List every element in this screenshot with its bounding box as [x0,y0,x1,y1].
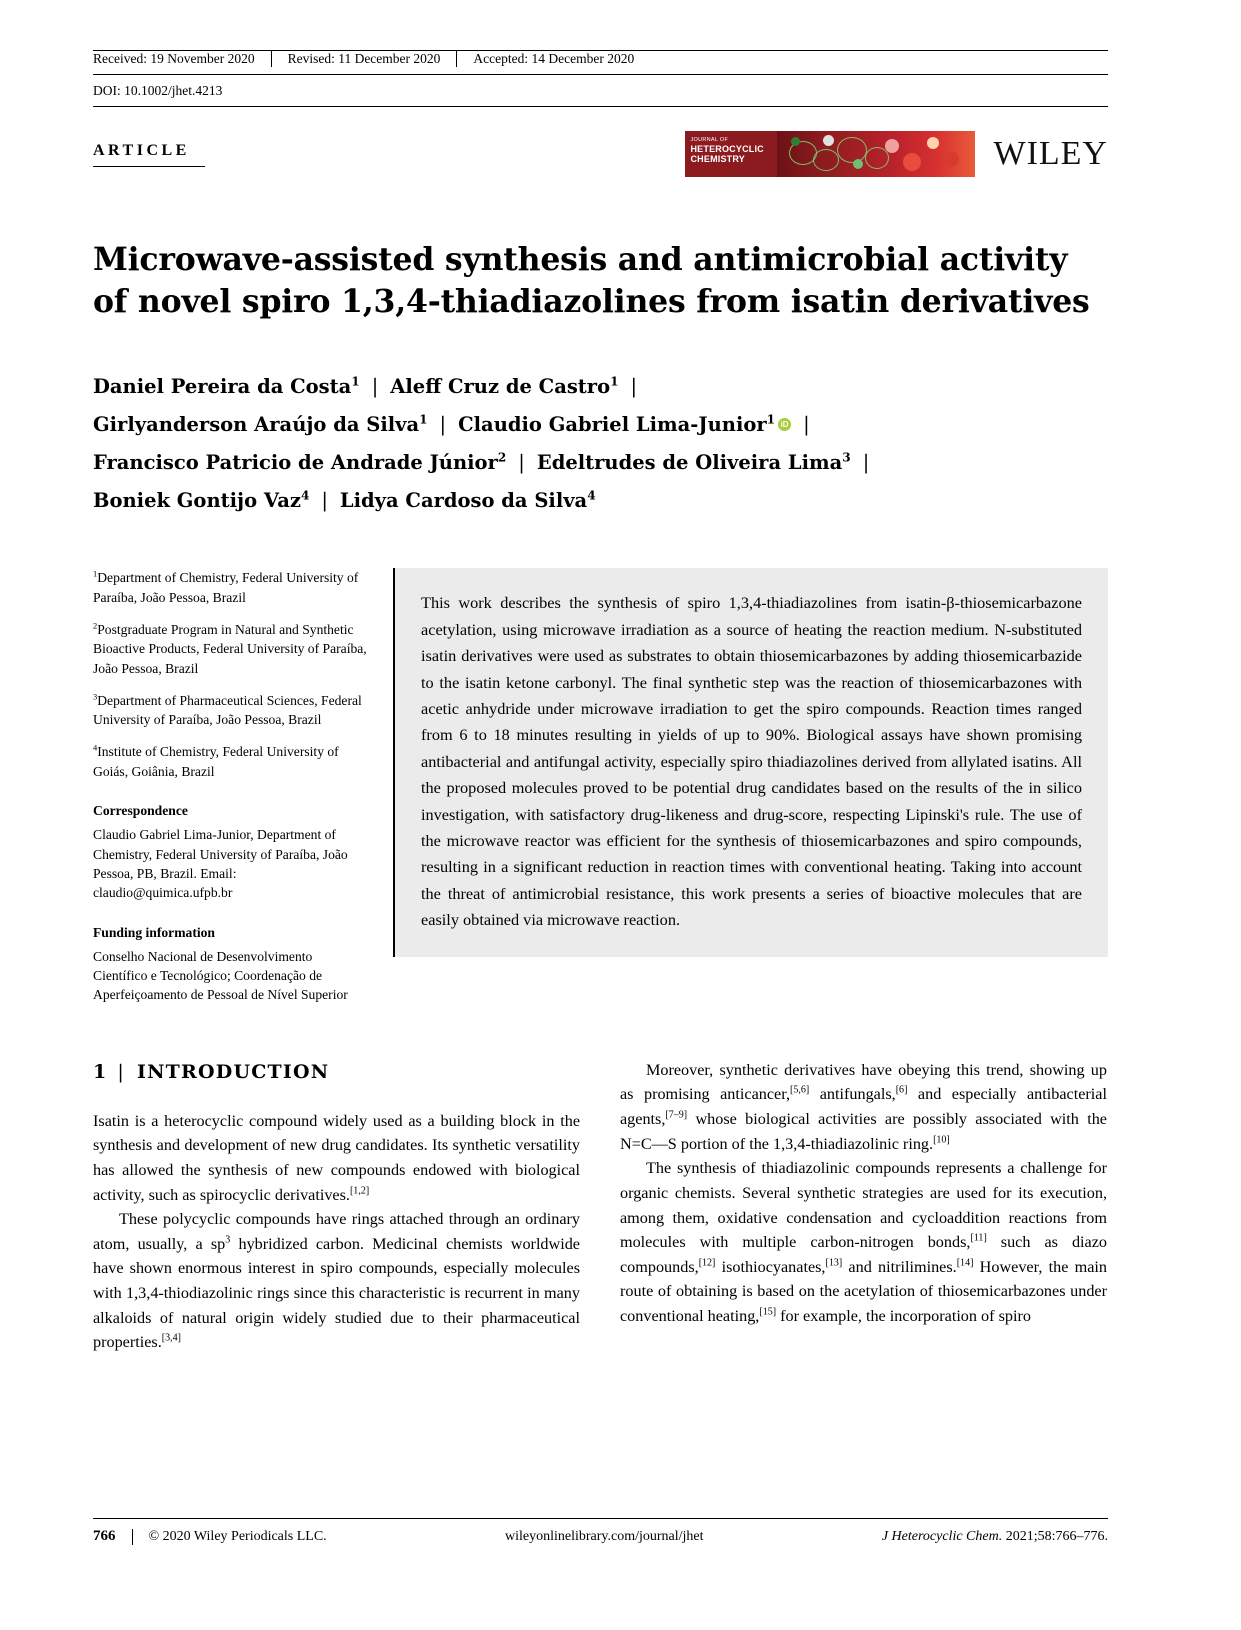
doi-rule [93,106,1108,107]
journal-logo-art [777,131,975,177]
paragraph: Isatin is a heterocyclic compound widely used as a building block in the synthesis and development of new drug candidates. Its synthetic versatility has allowed the synthesis of new compounds endowed with biological activity, such as spirocyclic derivatives.[1,2] [93,1111,580,1204]
paragraph: These polycyclic compounds have rings attached through an ordinary atom, usually, a $sp^3$ hybridized carbon. Medicinal chemists worldwide have shown enormous interest in spiro compounds, especially molecules with 1,3,4-thiodiazolinic rings since this characteristic is recurrent in many alkaloids of natural origin widely studied due to their pharmaceutical properties.[3,4] [93,1210,580,1352]
logo-group [685,131,1108,177]
article-history [93,51,1108,74]
journal-logo-line3: CHEMISTRY [690,153,745,164]
section-heading [93,1058,580,1087]
article-label-underline [93,166,205,167]
copyright: © 2020 Wiley Periodicals LLC. [148,1528,327,1544]
correspondence-heading: Correspondence [93,803,188,819]
affiliations-abstract-row [93,568,1108,1017]
journal-logo-text [685,131,777,177]
accepted-date: Accepted: 14 December 2020 [473,51,635,66]
journal-logo-line1: JOURNAL OF [690,137,729,144]
journal-logo [685,131,975,177]
left-column [93,1058,580,1355]
abstract-text: This work describes the synthesis of spiro 1,3,4-thiadiazolines from isatin-β-thiosemicarbazone acetylation, using microwave irradiation as a source of heating the reaction medium. N-substituted isatin derivatives were used as substrates to obtain thiosemicarbazones by adding thiosemicarbazide to the isatin ketone carbonyl. The final synthetic step was the reaction of thiosemicarbazones with acetic anhydride under microwave irradiation to get the spiro compounds. Reaction times ranged from 6 to 18 minutes resulting in yields of up to 90%. Biological assays have shown promising antibacterial and antifungal activity, especially spiro thiadiazolines derived from allylated isatins. All the proposed molecules proved to be potential drug candidates based on the results of the in silico investigation, with satisfactory drug-likeness and drug-score, respecting Lipinski's rule. The use of the microwave reactor was efficient for the synthesis of thiosemicarbazones and spiro compounds, resulting in a significant reduction in reaction times with conventional heating. Taking into account the threat of antimicrobial resistance, this work presents a series of bioactive molecules that are easily obtained via microwave reaction. [395,568,1108,957]
page-content [93,50,1108,1355]
orcid-icon[interactable] [778,418,791,431]
paragraph: Moreover, synthetic derivatives have obeying this trend, showing up as promising anticancer,[5,6] antifungals,[6] and especially antibacterial agents,[7–9] whose biological activities are possibly associated with the N=C—S portion of the 1,3,4-thiadiazolinic ring.[10] [620,1060,1107,1153]
section-number: 1 [93,1060,108,1083]
article-type-label: ARTICLE [93,141,190,159]
affiliation-item: $^2$Postgraduate Program in Natural and Synthetic Bioactive Products, Federal University of Paraíba, João Pessoa, Brazil [93,620,367,676]
journal-name: J Heterocyclic Chem. [881,1528,1003,1544]
author: Daniel Pereira da Costa$^1$ [93,374,360,399]
section-title: INTRODUCTION [137,1060,330,1083]
author-separator: | [862,451,870,475]
footer-row [93,1519,1108,1545]
paragraph: The synthesis of thiadiazolinic compounds represents a challenge for organic chemists. Several synthetic strategies are used for its execution, among them, oxidative condensation and cycloaddition reactions from molecules with multiple carbon-nitrogen bonds,[11] such as diazo compounds,[12] isothiocyanates,[13] and nitrilimines.[14] However, the main route of obtaining is based on the acetylation of thiosemicarbazones under conventional heating,[15] for example, the incorporation of spiro [620,1159,1107,1325]
affiliation-item: $^1$Department of Chemistry, Federal University of Paraíba, João Pessoa, Brazil [93,568,359,605]
funding-text: Conselho Nacional de Desenvolvimento Científico e Tecnológico; Coordenação de Aperfeiçoamento de Pessoal de Nível Superior [93,948,348,1003]
author: Lidya Cardoso da Silva$^4$ [339,488,596,513]
page-number: 766 [93,1528,116,1544]
page-footer [93,1518,1108,1545]
right-column [620,1058,1107,1355]
author-separator: | [518,451,525,475]
affiliation-item: $^3$Department of Pharmaceutical Sciences, Federal University of Paraíba, João Pessoa, Brazil [93,691,362,728]
received-date: Received: 19 November 2020 [93,51,255,66]
body-columns [93,1058,1108,1355]
author-separator: | [321,489,328,513]
author-separator: | [630,375,638,399]
article-header-row [93,127,1108,181]
citation [882,1529,1108,1545]
author-separator: | [371,375,379,399]
journal-logo-line2: HETEROCYCLIC [690,143,764,154]
article-type-label-wrap [93,142,205,167]
author-separator: | [803,413,810,437]
page-title: Microwave-assisted synthesis and antimicrobial activity of novel spiro 1,3,4-thiadiazolines from isatin derivatives [93,241,1090,320]
abstract-wrapper [393,568,1108,957]
author: Aleff Cruz de Castro$^1$ [390,374,619,399]
author: Boniek Gontijo Vaz$^4$ [93,488,310,513]
author: Girlyanderson Araújo da Silva$^1$ [93,412,428,437]
author-list [93,368,1108,520]
publisher-wordmark: WILEY [993,135,1108,173]
author: Edeltrudes de Oliveira Lima$^3$ [536,450,851,475]
author: Francisco Patricio de Andrade Júnior$^2$ [93,450,507,475]
section-bar: | [117,1060,126,1083]
correspondence-text: Claudio Gabriel Lima-Junior, Department of Chemistry, Federal University of Paraíba, João Pessoa, PB, Brazil. Email: claudio@quimica.ufpb.br [93,827,348,901]
affiliations-column [93,568,393,1017]
journal-url[interactable]: wileyonlinelibrary.com/journal/jhet [504,1528,704,1544]
funding-heading: Funding information [93,924,215,940]
doi-line[interactable]: DOI: 10.1002/jhet.4213 [93,83,223,99]
author: Claudio Gabriel Lima-Junior$^1$ iD [458,413,791,436]
citation-detail: 2021;58:766–776. [1002,1528,1108,1544]
divider [132,1529,133,1545]
author-separator: | [439,413,447,437]
revised-date: Revised: 11 December 2020 [287,51,441,66]
affiliation-item: $^4$Institute of Chemistry, Federal University of Goiás, Goiânia, Brazil [93,742,339,779]
